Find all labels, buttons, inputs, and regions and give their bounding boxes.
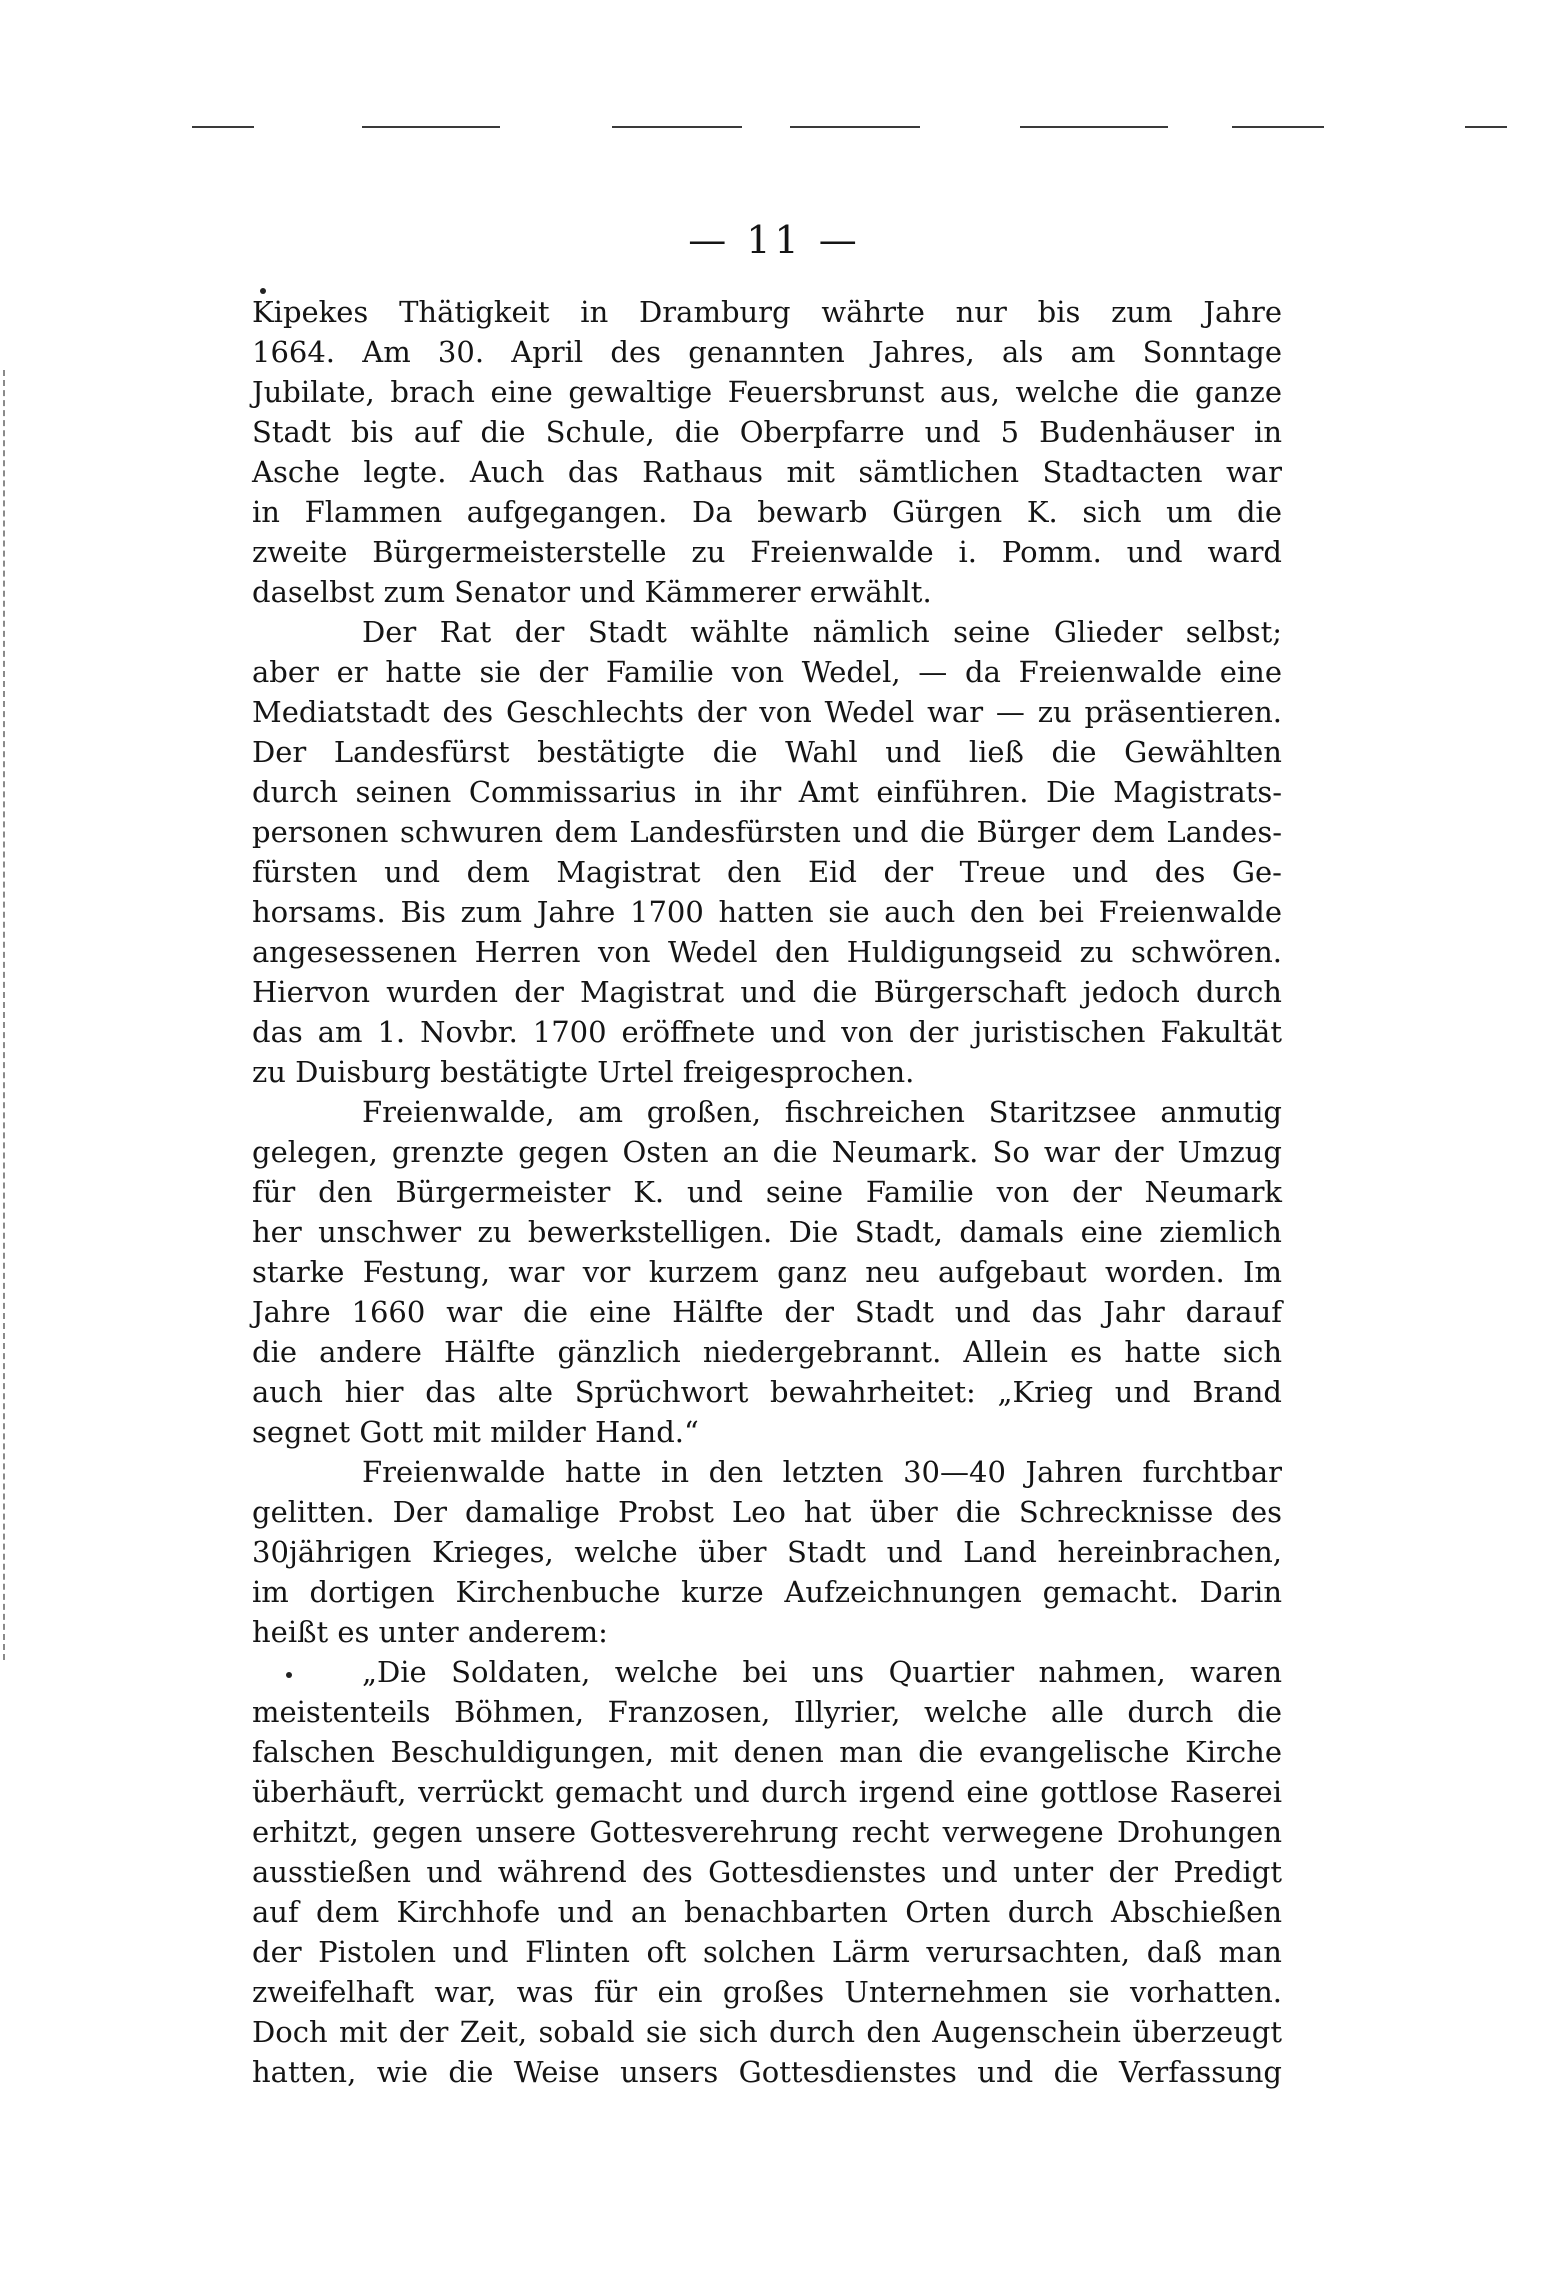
- text-line: zweifelhaft war, was für ein großes Unternehmen sie vorhatten.: [252, 1975, 1282, 2009]
- text-line: her unschwer zu bewerkstelligen. Die Stadt, damals eine ziemlich: [252, 1215, 1282, 1249]
- text-line: überhäuft, verrückt gemacht und durch irgend eine gottlose Raserei: [252, 1775, 1282, 1809]
- text-line: fürsten und dem Magistrat den Eid der Treue und des Ge-: [252, 855, 1282, 889]
- text-line: ausstießen und während des Gottesdienstes und unter der Predigt: [252, 1855, 1282, 1889]
- text-line: 1664. Am 30. April des genannten Jahres, als am Sonntage: [252, 335, 1282, 369]
- body-text: [252, 292, 1282, 2092]
- text-line: Der Landesfürst bestätigte die Wahl und ließ die Gewählten: [252, 735, 1282, 769]
- left-margin-scan-edge: [3, 370, 5, 1660]
- text-line: Asche legte. Auch das Rathaus mit sämtlichen Stadtacten war: [252, 455, 1282, 489]
- text-line: Doch mit der Zeit, sobald sie sich durch den Augenschein überzeugt: [252, 2015, 1282, 2049]
- text-line: angesessenen Herren von Wedel den Huldigungseid zu schwören.: [252, 935, 1282, 969]
- text-line: aber er hatte sie der Familie von Wedel, — da Freienwalde eine: [252, 655, 1282, 689]
- text-line: auf dem Kirchhofe und an benachbarten Orten durch Abschießen: [252, 1895, 1282, 1929]
- top-rule-segment: [790, 126, 920, 128]
- text-line: Kipekes Thätigkeit in Dramburg währte nur bis zum Jahre: [252, 295, 1282, 329]
- text-line: im dortigen Kirchenbuche kurze Aufzeichnungen gemacht. Darin: [252, 1575, 1282, 1609]
- page-number: — 11 —: [688, 218, 861, 262]
- text-line: segnet Gott mit milder Hand.“: [252, 1415, 699, 1449]
- top-rule-segment: [192, 126, 254, 128]
- text-line: hatten, wie die Weise unsers Gottesdienstes und die Verfassung: [252, 2055, 1282, 2089]
- text-line: zu Duisburg bestätigte Urtel freigesprochen.: [252, 1055, 915, 1089]
- top-rule-segment: [612, 126, 742, 128]
- text-line: horsams. Bis zum Jahre 1700 hatten sie auch den bei Freienwalde: [252, 895, 1282, 929]
- text-line: erhitzt, gegen unsere Gottesverehrung recht verwegene Drohungen: [252, 1815, 1282, 1849]
- text-line: das am 1. Novbr. 1700 eröffnete und von der juristischen Fakultät: [252, 1015, 1282, 1049]
- text-line: Jubilate, brach eine gewaltige Feuersbrunst aus, welche die ganze: [252, 375, 1282, 409]
- text-line: starke Festung, war vor kurzem ganz neu aufgebaut worden. Im: [252, 1255, 1282, 1289]
- top-rule-segment: [362, 126, 500, 128]
- text-line: daselbst zum Senator und Kämmerer erwählt.: [252, 575, 932, 609]
- text-line: personen schwuren dem Landesfürsten und die Bürger dem Landes-: [252, 815, 1282, 849]
- text-line: heißt es unter anderem:: [252, 1615, 608, 1649]
- top-rule-segment: [1232, 126, 1324, 128]
- text-line: die andere Hälfte gänzlich niedergebrannt. Allein es hatte sich: [252, 1335, 1282, 1369]
- text-line: „Die Soldaten, welche bei uns Quartier nahmen, waren: [362, 1655, 1282, 1689]
- text-line: Der Rat der Stadt wählte nämlich seine Glieder selbst;: [362, 615, 1282, 649]
- text-line: Stadt bis auf die Schule, die Oberpfarre und 5 Budenhäuser in: [252, 415, 1282, 449]
- text-line: durch seinen Commissarius in ihr Amt einführen. Die Magistrats-: [252, 775, 1282, 809]
- text-line: falschen Beschuldigungen, mit denen man die evangelische Kirche: [252, 1735, 1282, 1769]
- top-rule-segment: [1020, 126, 1168, 128]
- text-line: 30jährigen Krieges, welche über Stadt und Land hereinbrachen,: [252, 1535, 1282, 1569]
- text-line: Freienwalde, am großen, fischreichen Staritzsee anmutig: [362, 1095, 1282, 1129]
- top-rule-segment: [1465, 126, 1507, 128]
- text-line: der Pistolen und Flinten oft solchen Lärm verursachten, daß man: [252, 1935, 1282, 1969]
- text-line: zweite Bürgermeisterstelle zu Freienwalde i. Pomm. und ward: [252, 535, 1282, 569]
- text-line: Jahre 1660 war die eine Hälfte der Stadt und das Jahr darauf: [252, 1295, 1282, 1329]
- text-line: Freienwalde hatte in den letzten 30—40 Jahren furchtbar: [362, 1455, 1282, 1489]
- text-line: in Flammen aufgegangen. Da bewarb Gürgen K. sich um die: [252, 495, 1282, 529]
- text-line: auch hier das alte Sprüchwort bewahrheitet: „Krieg und Brand: [252, 1375, 1282, 1409]
- text-line: meistenteils Böhmen, Franzosen, Illyrier, welche alle durch die: [252, 1695, 1282, 1729]
- text-line: Mediatstadt des Geschlechts der von Wedel war — zu präsentieren.: [252, 695, 1282, 729]
- text-line: Hiervon wurden der Magistrat und die Bürgerschaft jedoch durch: [252, 975, 1282, 1009]
- text-line: für den Bürgermeister K. und seine Familie von der Neumark: [252, 1175, 1282, 1209]
- text-line: gelegen, grenzte gegen Osten an die Neumark. So war der Umzug: [252, 1135, 1282, 1169]
- text-line: gelitten. Der damalige Probst Leo hat über die Schrecknisse des: [252, 1495, 1282, 1529]
